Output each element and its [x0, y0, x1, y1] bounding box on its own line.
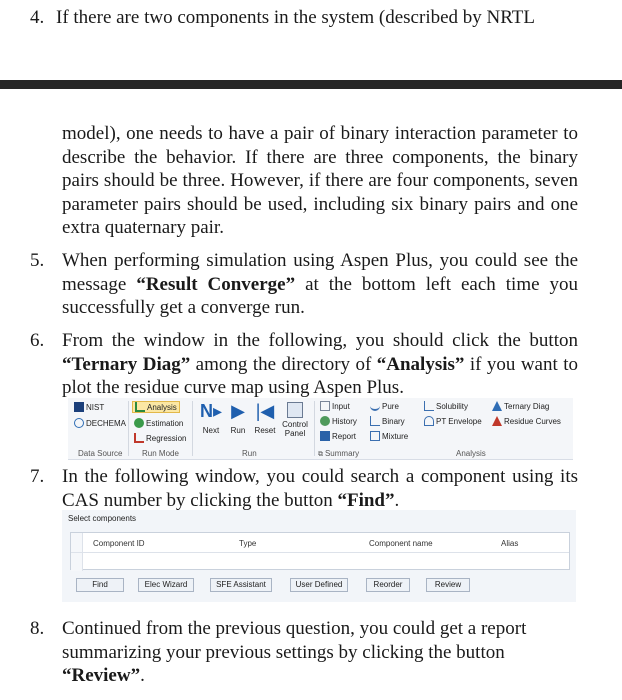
question-text [62, 249, 578, 320]
page-divider [0, 80, 622, 89]
button-label: Panel [284, 429, 306, 438]
components-table [70, 532, 570, 570]
question-4-continuation [62, 122, 578, 240]
nist-icon [74, 402, 84, 412]
button-label: History [332, 416, 357, 426]
question-text: model), one needs to have a pair of binary interaction parameter to describe the behavior. If there are three components, the binary pairs should be three. However, if there are four components, seven parameter pairs should be used, including six binary pairs and one extra quaternary pair. [62, 123, 578, 238]
button-label: Binary [382, 416, 405, 426]
text-run: When performing simulation using Aspen Plus, you could see the message [62, 250, 578, 295]
question-5 [30, 249, 578, 320]
reorder-button[interactable]: Reorder [366, 578, 410, 592]
regression-icon [134, 433, 144, 443]
pt-envelope-icon [424, 416, 434, 426]
residue-curves-icon [492, 416, 502, 426]
expand-icon: ⧉ [318, 451, 325, 458]
input-button[interactable] [320, 401, 350, 411]
control-panel-icon [287, 402, 303, 418]
dechema-icon [74, 418, 84, 428]
group-label-run-mode: Run Mode [142, 449, 179, 458]
button-label: Report [332, 431, 357, 441]
dechema-button[interactable] [74, 418, 126, 428]
text-run: In the following window, you could search a component using its CAS number by clicking the button [62, 466, 578, 511]
button-label: Analysis [147, 402, 177, 412]
text-run: . [140, 665, 145, 686]
question-6 [30, 329, 578, 400]
question-8 [30, 617, 578, 688]
question-4-first-line [30, 6, 590, 30]
report-button[interactable] [320, 431, 356, 441]
button-label: DECHEMA [86, 418, 127, 428]
analysis-mode-button[interactable] [132, 401, 180, 413]
estimation-mode-button[interactable] [134, 418, 183, 428]
button-label: PT Envelope [436, 416, 482, 426]
window-title: Select components [68, 514, 137, 523]
button-label: Run [230, 426, 246, 435]
button-label: Ternary Diag [504, 401, 550, 411]
ribbon-separator [314, 401, 315, 456]
button-label: Pure [382, 401, 399, 411]
bold-term: “Review” [62, 665, 141, 686]
elec-wizard-button[interactable]: Elec Wizard [138, 578, 194, 592]
question-number: 7. [30, 466, 45, 487]
text-run: at the bottom left each time you successfully get a converge run. [62, 273, 578, 318]
group-label-summary [318, 449, 359, 459]
question-number: 4. [30, 7, 45, 28]
nist-button[interactable] [74, 402, 104, 412]
regression-mode-button[interactable] [134, 433, 186, 443]
question-7 [30, 465, 578, 512]
text-run: if you want to plot the residue curve map using Aspen Plus. [62, 353, 578, 398]
run-button[interactable] [226, 402, 250, 435]
question-text [62, 329, 578, 400]
question-number: 8. [30, 618, 45, 639]
question-number: 6. [30, 330, 45, 351]
pure-icon [370, 401, 380, 411]
column-header-type: Type [239, 539, 257, 548]
group-label-text: Summary [324, 449, 360, 458]
report-icon [320, 431, 330, 441]
pt-envelope-button[interactable] [424, 416, 482, 426]
group-label-run: Run [242, 449, 257, 458]
button-label: Next [202, 426, 220, 435]
user-defined-button[interactable]: User Defined [290, 578, 348, 592]
button-label: Mixture [382, 431, 409, 441]
ribbon-separator [192, 401, 193, 456]
bold-term: “Ternary Diag” [62, 353, 191, 375]
question-text [62, 465, 578, 512]
ternary-diag-button[interactable] [492, 401, 549, 411]
button-label: Solubility [436, 401, 469, 411]
control-panel-button[interactable] [280, 402, 310, 438]
ternary-triangle-icon [492, 401, 502, 411]
reset-icon: |◀ [255, 401, 275, 421]
question-number: 5. [30, 250, 45, 271]
button-label: Regression [146, 433, 187, 443]
review-button[interactable]: Review [426, 578, 470, 592]
solubility-icon [424, 401, 434, 411]
next-button[interactable] [198, 402, 224, 435]
history-icon [320, 416, 330, 426]
pure-button[interactable] [370, 401, 399, 411]
question-text: If there are two components in the system (described by NRTL [56, 7, 535, 28]
binary-button[interactable] [370, 416, 405, 426]
next-arrow-icon: N▸ [199, 401, 223, 421]
button-label: NIST [86, 402, 105, 412]
text-run: among the directory of [190, 353, 377, 375]
aspen-ribbon [68, 398, 573, 460]
button-label: Estimation [146, 418, 184, 428]
group-label-analysis: Analysis [456, 449, 486, 458]
column-header-component-id: Component ID [93, 539, 145, 548]
button-label: Residue Curves [504, 416, 561, 426]
run-play-icon: ▶ [231, 401, 245, 421]
bold-term: “Analysis” [376, 353, 465, 375]
bold-term: “Result Converge” [136, 273, 296, 295]
column-header-component-name: Component name [369, 539, 433, 548]
ribbon-separator [128, 401, 129, 456]
question-text [62, 617, 578, 688]
mixture-icon [370, 431, 380, 441]
mixture-button[interactable] [370, 431, 408, 441]
text-run: From the window in the following, you should click the button [62, 330, 578, 351]
history-button[interactable] [320, 416, 357, 426]
bold-term: “Find” [337, 489, 395, 511]
analysis-icon [135, 402, 145, 412]
estimation-icon [134, 418, 144, 428]
residue-curves-button[interactable] [492, 416, 561, 426]
text-run: Continued from the previous question, you could get a report summarizing your previous settings by clicking the button [62, 618, 527, 663]
group-label-data-source: Data Source [78, 449, 123, 458]
select-components-window [62, 510, 576, 602]
sfe-assistant-button[interactable]: SFE Assistant [210, 578, 272, 592]
button-label: Control [282, 420, 308, 429]
reset-button[interactable] [252, 402, 278, 435]
find-button[interactable]: Find [76, 578, 124, 592]
table-header [71, 533, 569, 553]
input-icon [320, 401, 330, 411]
column-header-alias: Alias [501, 539, 519, 548]
binary-icon [370, 416, 380, 426]
solubility-button[interactable] [424, 401, 468, 411]
button-label: Reset [254, 426, 276, 435]
text-run: . [394, 489, 400, 511]
button-label: Input [332, 401, 350, 411]
